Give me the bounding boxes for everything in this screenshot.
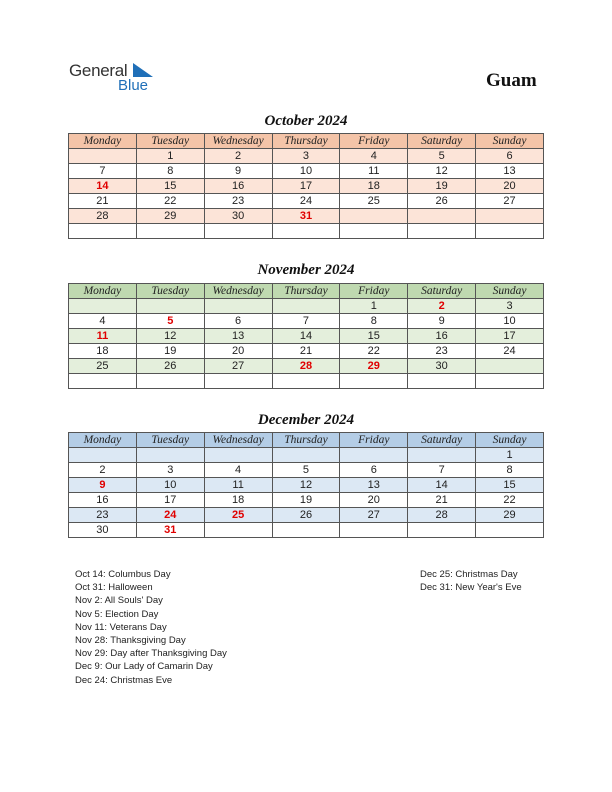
holiday-note: Dec 9: Our Lady of Camarin Day — [75, 661, 213, 673]
day-cell: 15 — [136, 179, 204, 194]
week-row — [69, 523, 544, 538]
day-cell: 24 — [476, 344, 544, 359]
week-row — [69, 179, 544, 194]
day-cell — [272, 448, 340, 463]
holiday-notes-right — [420, 568, 522, 594]
weekday-header: Saturday — [408, 134, 476, 149]
day-cell: 15 — [340, 329, 408, 344]
weekday-header: Thursday — [272, 433, 340, 448]
day-cell: 4 — [340, 149, 408, 164]
day-cell: 2 — [204, 149, 272, 164]
weekday-header: Thursday — [272, 284, 340, 299]
day-cell: 22 — [136, 194, 204, 209]
holiday-note: Oct 31: Halloween — [75, 582, 153, 594]
day-cell — [204, 374, 272, 389]
day-cell: 12 — [136, 329, 204, 344]
holiday-note: Dec 25: Christmas Day — [420, 569, 518, 580]
day-cell: 6 — [340, 463, 408, 478]
day-cell: 9 — [69, 478, 137, 493]
day-cell: 17 — [136, 493, 204, 508]
day-cell — [408, 448, 476, 463]
day-cell: 20 — [204, 344, 272, 359]
day-cell: 31 — [136, 523, 204, 538]
day-cell: 21 — [272, 344, 340, 359]
week-row — [69, 493, 544, 508]
weekday-header: Saturday — [408, 433, 476, 448]
day-cell — [204, 299, 272, 314]
holiday-note: Nov 5: Election Day — [75, 608, 159, 620]
month-title-nov: November 2024 — [257, 262, 355, 278]
week-row — [69, 314, 544, 329]
weekday-header: Sunday — [476, 284, 544, 299]
day-cell — [136, 299, 204, 314]
day-cell: 2 — [69, 463, 137, 478]
day-cell — [340, 374, 408, 389]
day-cell: 29 — [476, 508, 544, 523]
day-cell: 28 — [69, 209, 137, 224]
day-cell: 1 — [340, 299, 408, 314]
calendar-nov — [68, 283, 544, 389]
day-cell: 18 — [204, 493, 272, 508]
day-cell: 16 — [69, 493, 137, 508]
day-cell — [204, 523, 272, 538]
day-cell: 17 — [272, 179, 340, 194]
day-cell — [204, 448, 272, 463]
day-cell: 7 — [272, 314, 340, 329]
day-cell: 27 — [340, 508, 408, 523]
day-cell: 5 — [408, 149, 476, 164]
day-cell — [340, 224, 408, 239]
month-title-oct: October 2024 — [264, 113, 348, 129]
day-cell: 24 — [272, 194, 340, 209]
holiday-notes-left — [75, 568, 227, 687]
holiday-note: Oct 14: Columbus Day — [75, 569, 171, 580]
weekday-header: Friday — [340, 134, 408, 149]
day-cell: 25 — [69, 359, 137, 374]
week-row — [69, 329, 544, 344]
week-row — [69, 344, 544, 359]
weekday-header: Tuesday — [136, 284, 204, 299]
day-cell: 15 — [476, 478, 544, 493]
week-row — [69, 224, 544, 239]
week-row — [69, 209, 544, 224]
day-cell: 18 — [340, 179, 408, 194]
day-cell: 9 — [204, 164, 272, 179]
day-cell: 30 — [204, 209, 272, 224]
day-cell: 10 — [272, 164, 340, 179]
day-cell: 14 — [408, 478, 476, 493]
day-cell — [476, 374, 544, 389]
holiday-note: Nov 2: All Souls' Day — [75, 595, 163, 607]
day-cell — [136, 448, 204, 463]
holiday-note: Nov 29: Day after Thanksgiving Day — [75, 648, 227, 660]
country-title: Guam — [486, 70, 537, 91]
day-cell: 2 — [408, 299, 476, 314]
day-cell: 23 — [69, 508, 137, 523]
weekday-header: Thursday — [272, 134, 340, 149]
holiday-note: Dec 31: New Year's Eve — [420, 582, 522, 594]
day-cell — [272, 523, 340, 538]
day-cell: 19 — [272, 493, 340, 508]
holiday-note: Nov 28: Thanksgiving Day — [75, 635, 186, 647]
week-row — [69, 508, 544, 523]
weekday-header: Wednesday — [204, 433, 272, 448]
day-cell — [272, 299, 340, 314]
day-cell: 22 — [476, 493, 544, 508]
day-cell — [408, 209, 476, 224]
week-row — [69, 359, 544, 374]
weekday-header: Tuesday — [136, 433, 204, 448]
calendar-oct — [68, 133, 544, 239]
weekday-header: Sunday — [476, 433, 544, 448]
month-title-dec: December 2024 — [257, 412, 355, 428]
logo-text-general: General — [69, 61, 128, 80]
weekday-header: Monday — [69, 134, 137, 149]
weekday-header: Friday — [340, 433, 408, 448]
day-cell: 20 — [476, 179, 544, 194]
holiday-note: Nov 11: Veterans Day — [75, 621, 167, 633]
day-cell: 10 — [476, 314, 544, 329]
weekday-header: Saturday — [408, 284, 476, 299]
weekday-header: Wednesday — [204, 134, 272, 149]
day-cell: 24 — [136, 508, 204, 523]
week-row — [69, 448, 544, 463]
day-cell: 25 — [204, 508, 272, 523]
day-cell: 29 — [136, 209, 204, 224]
weekday-header: Wednesday — [204, 284, 272, 299]
day-cell: 29 — [340, 359, 408, 374]
weekday-header: Tuesday — [136, 134, 204, 149]
day-cell: 11 — [204, 478, 272, 493]
day-cell: 1 — [136, 149, 204, 164]
day-cell: 17 — [476, 329, 544, 344]
logo-text-blue: Blue — [118, 77, 149, 94]
day-cell: 26 — [408, 194, 476, 209]
weekday-header: Sunday — [476, 134, 544, 149]
day-cell: 26 — [136, 359, 204, 374]
day-cell: 14 — [69, 179, 137, 194]
day-cell: 21 — [408, 493, 476, 508]
day-cell — [408, 374, 476, 389]
day-cell — [136, 224, 204, 239]
weekday-header: Monday — [69, 433, 137, 448]
day-cell: 20 — [340, 493, 408, 508]
day-cell: 12 — [408, 164, 476, 179]
day-cell — [340, 448, 408, 463]
day-cell: 10 — [136, 478, 204, 493]
day-cell — [272, 374, 340, 389]
day-cell: 11 — [340, 164, 408, 179]
day-cell — [69, 374, 137, 389]
day-cell: 22 — [340, 344, 408, 359]
day-cell: 30 — [408, 359, 476, 374]
day-cell: 27 — [204, 359, 272, 374]
week-row — [69, 149, 544, 164]
day-cell: 28 — [272, 359, 340, 374]
day-cell: 8 — [476, 463, 544, 478]
day-cell — [476, 359, 544, 374]
day-cell: 7 — [69, 164, 137, 179]
day-cell — [340, 523, 408, 538]
day-cell: 16 — [204, 179, 272, 194]
day-cell: 3 — [136, 463, 204, 478]
day-cell: 7 — [408, 463, 476, 478]
weekday-header: Monday — [69, 284, 137, 299]
day-cell: 11 — [69, 329, 137, 344]
day-cell: 21 — [69, 194, 137, 209]
day-cell: 8 — [136, 164, 204, 179]
weekday-header: Friday — [340, 284, 408, 299]
day-cell — [136, 374, 204, 389]
generalblue-logo — [69, 61, 159, 97]
holiday-note: Dec 24: Christmas Eve — [75, 674, 173, 686]
day-cell: 14 — [272, 329, 340, 344]
day-cell — [69, 448, 137, 463]
week-row — [69, 164, 544, 179]
day-cell — [340, 209, 408, 224]
day-cell — [69, 224, 137, 239]
day-cell: 18 — [69, 344, 137, 359]
day-cell — [272, 224, 340, 239]
day-cell: 8 — [340, 314, 408, 329]
day-cell: 12 — [272, 478, 340, 493]
day-cell: 6 — [476, 149, 544, 164]
day-cell — [69, 299, 137, 314]
day-cell: 5 — [272, 463, 340, 478]
day-cell: 28 — [408, 508, 476, 523]
day-cell: 3 — [476, 299, 544, 314]
day-cell: 6 — [204, 314, 272, 329]
day-cell — [204, 224, 272, 239]
day-cell: 27 — [476, 194, 544, 209]
day-cell: 23 — [204, 194, 272, 209]
day-cell: 4 — [69, 314, 137, 329]
day-cell: 19 — [136, 344, 204, 359]
day-cell: 3 — [272, 149, 340, 164]
day-cell: 31 — [272, 209, 340, 224]
week-row — [69, 299, 544, 314]
week-row — [69, 194, 544, 209]
logo-triangle-icon — [133, 63, 153, 77]
day-cell: 1 — [476, 448, 544, 463]
week-row — [69, 478, 544, 493]
day-cell — [69, 149, 137, 164]
day-cell: 13 — [204, 329, 272, 344]
day-cell: 16 — [408, 329, 476, 344]
calendar-dec — [68, 432, 544, 538]
day-cell — [476, 523, 544, 538]
day-cell: 9 — [408, 314, 476, 329]
week-row — [69, 374, 544, 389]
day-cell: 19 — [408, 179, 476, 194]
day-cell: 26 — [272, 508, 340, 523]
day-cell: 5 — [136, 314, 204, 329]
day-cell — [476, 209, 544, 224]
day-cell: 30 — [69, 523, 137, 538]
day-cell — [408, 224, 476, 239]
day-cell: 25 — [340, 194, 408, 209]
week-row — [69, 463, 544, 478]
day-cell: 13 — [476, 164, 544, 179]
day-cell: 13 — [340, 478, 408, 493]
day-cell — [476, 224, 544, 239]
day-cell: 4 — [204, 463, 272, 478]
day-cell — [408, 523, 476, 538]
day-cell: 23 — [408, 344, 476, 359]
